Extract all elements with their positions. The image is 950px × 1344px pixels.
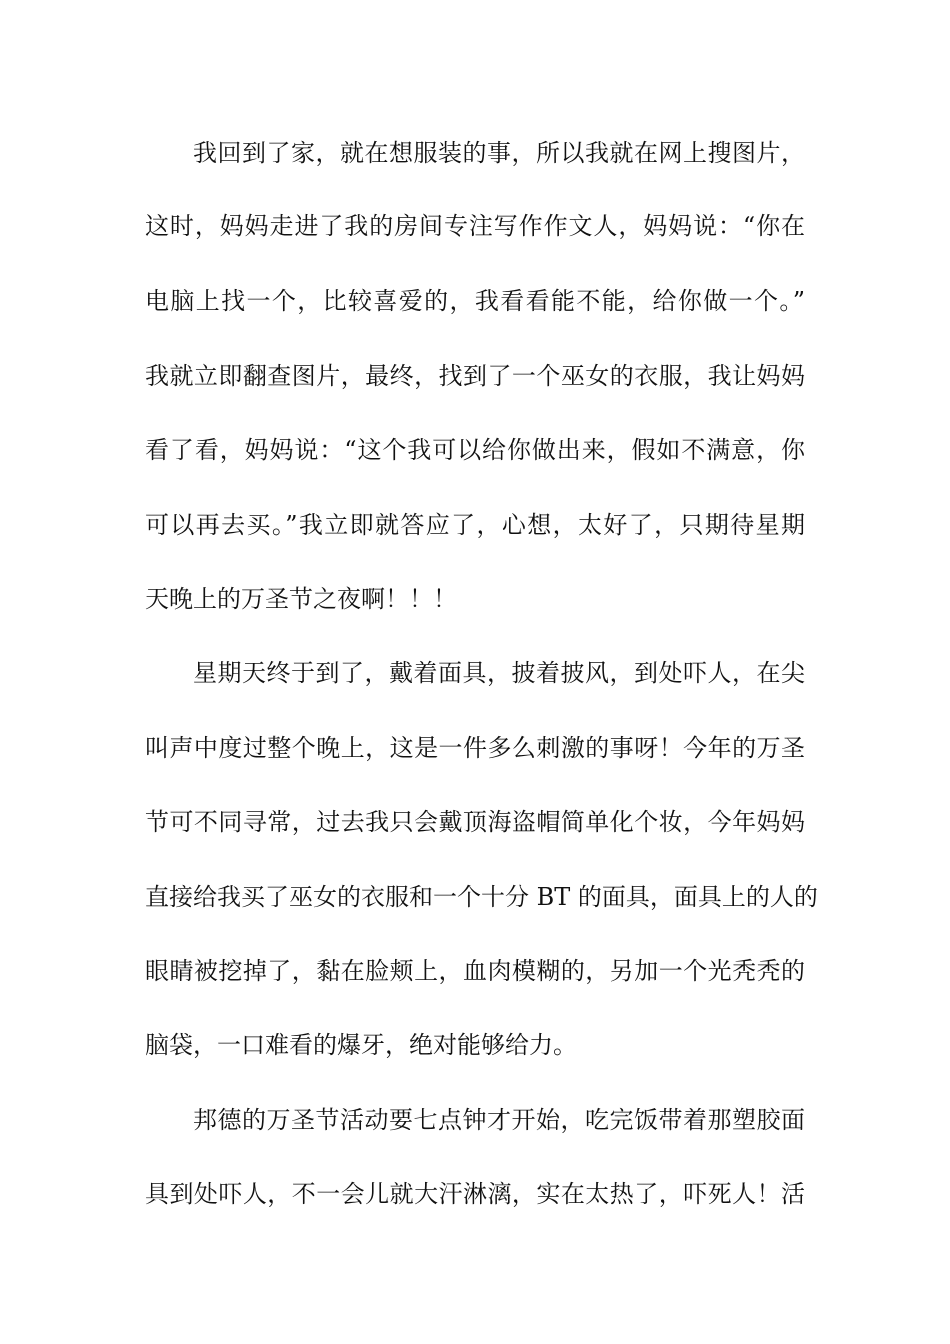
- paragraph-3-line-1: 邦德的万圣节活动要七点钟才开始，吃完饭带着那塑胶面: [193, 1106, 805, 1134]
- paragraph-3-line-2: 具到处吓人，不一会儿就大汗淋漓，实在太热了，吓死人！活: [145, 1180, 805, 1208]
- paragraph-1-line-7: 天晚上的万圣节之夜啊！！！: [145, 585, 457, 613]
- paragraph-1-line-4: 我就立即翻查图片，最终，找到了一个巫女的衣服，我让妈妈: [145, 362, 805, 390]
- paragraph-2-line-2: 叫声中度过整个晚上，这是一件多么刺激的事呀！今年的万圣: [145, 734, 805, 762]
- paragraph-2-line-1: 星期天终于到了，戴着面具，披着披风，到处吓人，在尖: [193, 659, 805, 687]
- paragraph-2-line-5: 眼睛被挖掉了，黏在脸颊上，血肉模糊的，另加一个光秃秃的: [145, 957, 805, 985]
- paragraph-2-line-4: 直接给我买了巫女的衣服和一个十分 BT 的面具，面具上的人的: [145, 883, 818, 911]
- paragraph-2-line-3: 节可不同寻常，过去我只会戴顶海盗帽简单化个妆，今年妈妈: [145, 808, 805, 836]
- paragraph-1-line-6: 可以再去买。”我立即就答应了，心想，太好了，只期待星期: [145, 511, 805, 539]
- paragraph-2-line-6: 脑袋，一口难看的爆牙，绝对能够给力。: [145, 1031, 577, 1059]
- paragraph-1-line-2: 这时，妈妈走进了我的房间专注写作作文人，妈妈说：“你在: [145, 212, 805, 240]
- paragraph-1-line-3: 电脑上找一个，比较喜爱的，我看看能不能，给你做一个。”: [145, 287, 805, 315]
- paragraph-1-line-5: 看了看，妈妈说：“这个我可以给你做出来，假如不满意，你: [145, 436, 805, 464]
- paragraph-1-line-1: 我回到了家，就在想服装的事，所以我就在网上搜图片，: [193, 139, 805, 167]
